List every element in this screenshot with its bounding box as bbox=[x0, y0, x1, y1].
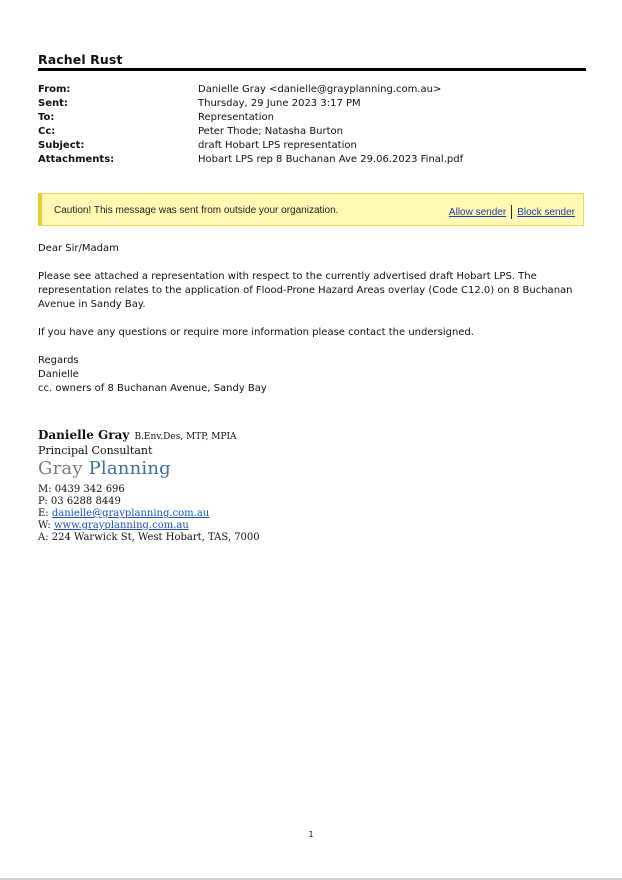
external-sender-warning bbox=[38, 193, 584, 226]
sender-actions bbox=[449, 205, 575, 219]
email-header bbox=[38, 83, 586, 167]
sender-first-name: Danielle bbox=[38, 369, 79, 380]
email-prefix: E: bbox=[38, 508, 52, 519]
contact-mobile bbox=[38, 484, 260, 496]
address-text: 224 Warwick St, West Hobart, TAS, 7000 bbox=[51, 532, 260, 543]
header-row-subject bbox=[38, 139, 586, 153]
cc-note: cc. owners of 8 Buchanan Avenue, Sandy Bay bbox=[38, 383, 267, 394]
contact-phone bbox=[38, 496, 260, 508]
sent-label: Sent: bbox=[38, 98, 68, 109]
sent-value: Thursday, 29 June 2023 3:17 PM bbox=[198, 98, 361, 109]
contact-email bbox=[38, 508, 260, 520]
attachments-label: Attachments: bbox=[38, 154, 115, 165]
subject-label: Subject: bbox=[38, 140, 85, 151]
cc-value: Peter Thode; Natasha Burton bbox=[198, 126, 343, 137]
signature-name: Danielle Gray bbox=[38, 428, 130, 442]
signature-role: Principal Consultant bbox=[38, 444, 153, 457]
greeting: Dear Sir/Madam bbox=[38, 243, 119, 254]
warning-message: Caution! This message was sent from outside your organization. bbox=[54, 205, 339, 216]
page-number: 1 bbox=[308, 830, 314, 839]
mobile-prefix: M: bbox=[38, 484, 55, 495]
to-value: Representation bbox=[198, 112, 274, 123]
from-value: Danielle Gray <danielle@grayplanning.com.au> bbox=[198, 84, 442, 95]
header-row-from bbox=[38, 83, 586, 97]
recipient-name: Rachel Rust bbox=[38, 52, 123, 67]
web-prefix: W: bbox=[38, 520, 54, 531]
contact-web bbox=[38, 520, 260, 532]
closing: Regards bbox=[38, 355, 79, 366]
email-body bbox=[38, 242, 586, 396]
mobile-number: 0439 342 696 bbox=[54, 484, 125, 495]
cc-label: Cc: bbox=[38, 126, 56, 137]
body-paragraph-2: If you have any questions or require more information please contact the undersigned. bbox=[38, 327, 474, 338]
company-logo-text bbox=[38, 458, 237, 479]
contact-details bbox=[38, 484, 260, 544]
from-label: From: bbox=[38, 84, 71, 95]
brand-word-planning: Planning bbox=[88, 458, 171, 479]
contact-address bbox=[38, 532, 260, 544]
phone-number: 03 6288 8449 bbox=[50, 496, 121, 507]
signature-qualifications: B.Env.Des, MTP, MPIA bbox=[134, 432, 237, 442]
to-label: To: bbox=[38, 112, 55, 123]
attachment-link[interactable]: Hobart LPS rep 8 Buchanan Ave 29.06.2023 Final.pdf bbox=[198, 154, 464, 165]
brand-word-gray: Gray bbox=[38, 458, 83, 479]
website-link[interactable]: www.grayplanning.com.au bbox=[53, 520, 189, 531]
header-row-to bbox=[38, 111, 586, 125]
block-sender-link[interactable]: Block sender bbox=[517, 206, 575, 218]
header-row-sent bbox=[38, 97, 586, 111]
header-rule bbox=[38, 68, 586, 71]
subject-value: draft Hobart LPS representation bbox=[198, 140, 357, 151]
body-paragraph-1: Please see attached a representation with respect to the currently advertised draft Hobart LPS. The representation relates to the application of Flood-Prone Hazard Areas overlay (Code C12.0) on 8 Buchanan Avenue in Sandy Bay. bbox=[38, 271, 573, 310]
header-row-cc bbox=[38, 125, 586, 139]
signature-block bbox=[38, 424, 237, 479]
header-row-attachments bbox=[38, 153, 586, 167]
email-link[interactable]: danielle@grayplanning.com.au bbox=[51, 508, 210, 519]
action-separator bbox=[511, 205, 512, 219]
address-prefix: A: bbox=[38, 532, 52, 543]
allow-sender-link[interactable]: Allow sender bbox=[448, 206, 507, 218]
phone-prefix: P: bbox=[38, 496, 51, 507]
